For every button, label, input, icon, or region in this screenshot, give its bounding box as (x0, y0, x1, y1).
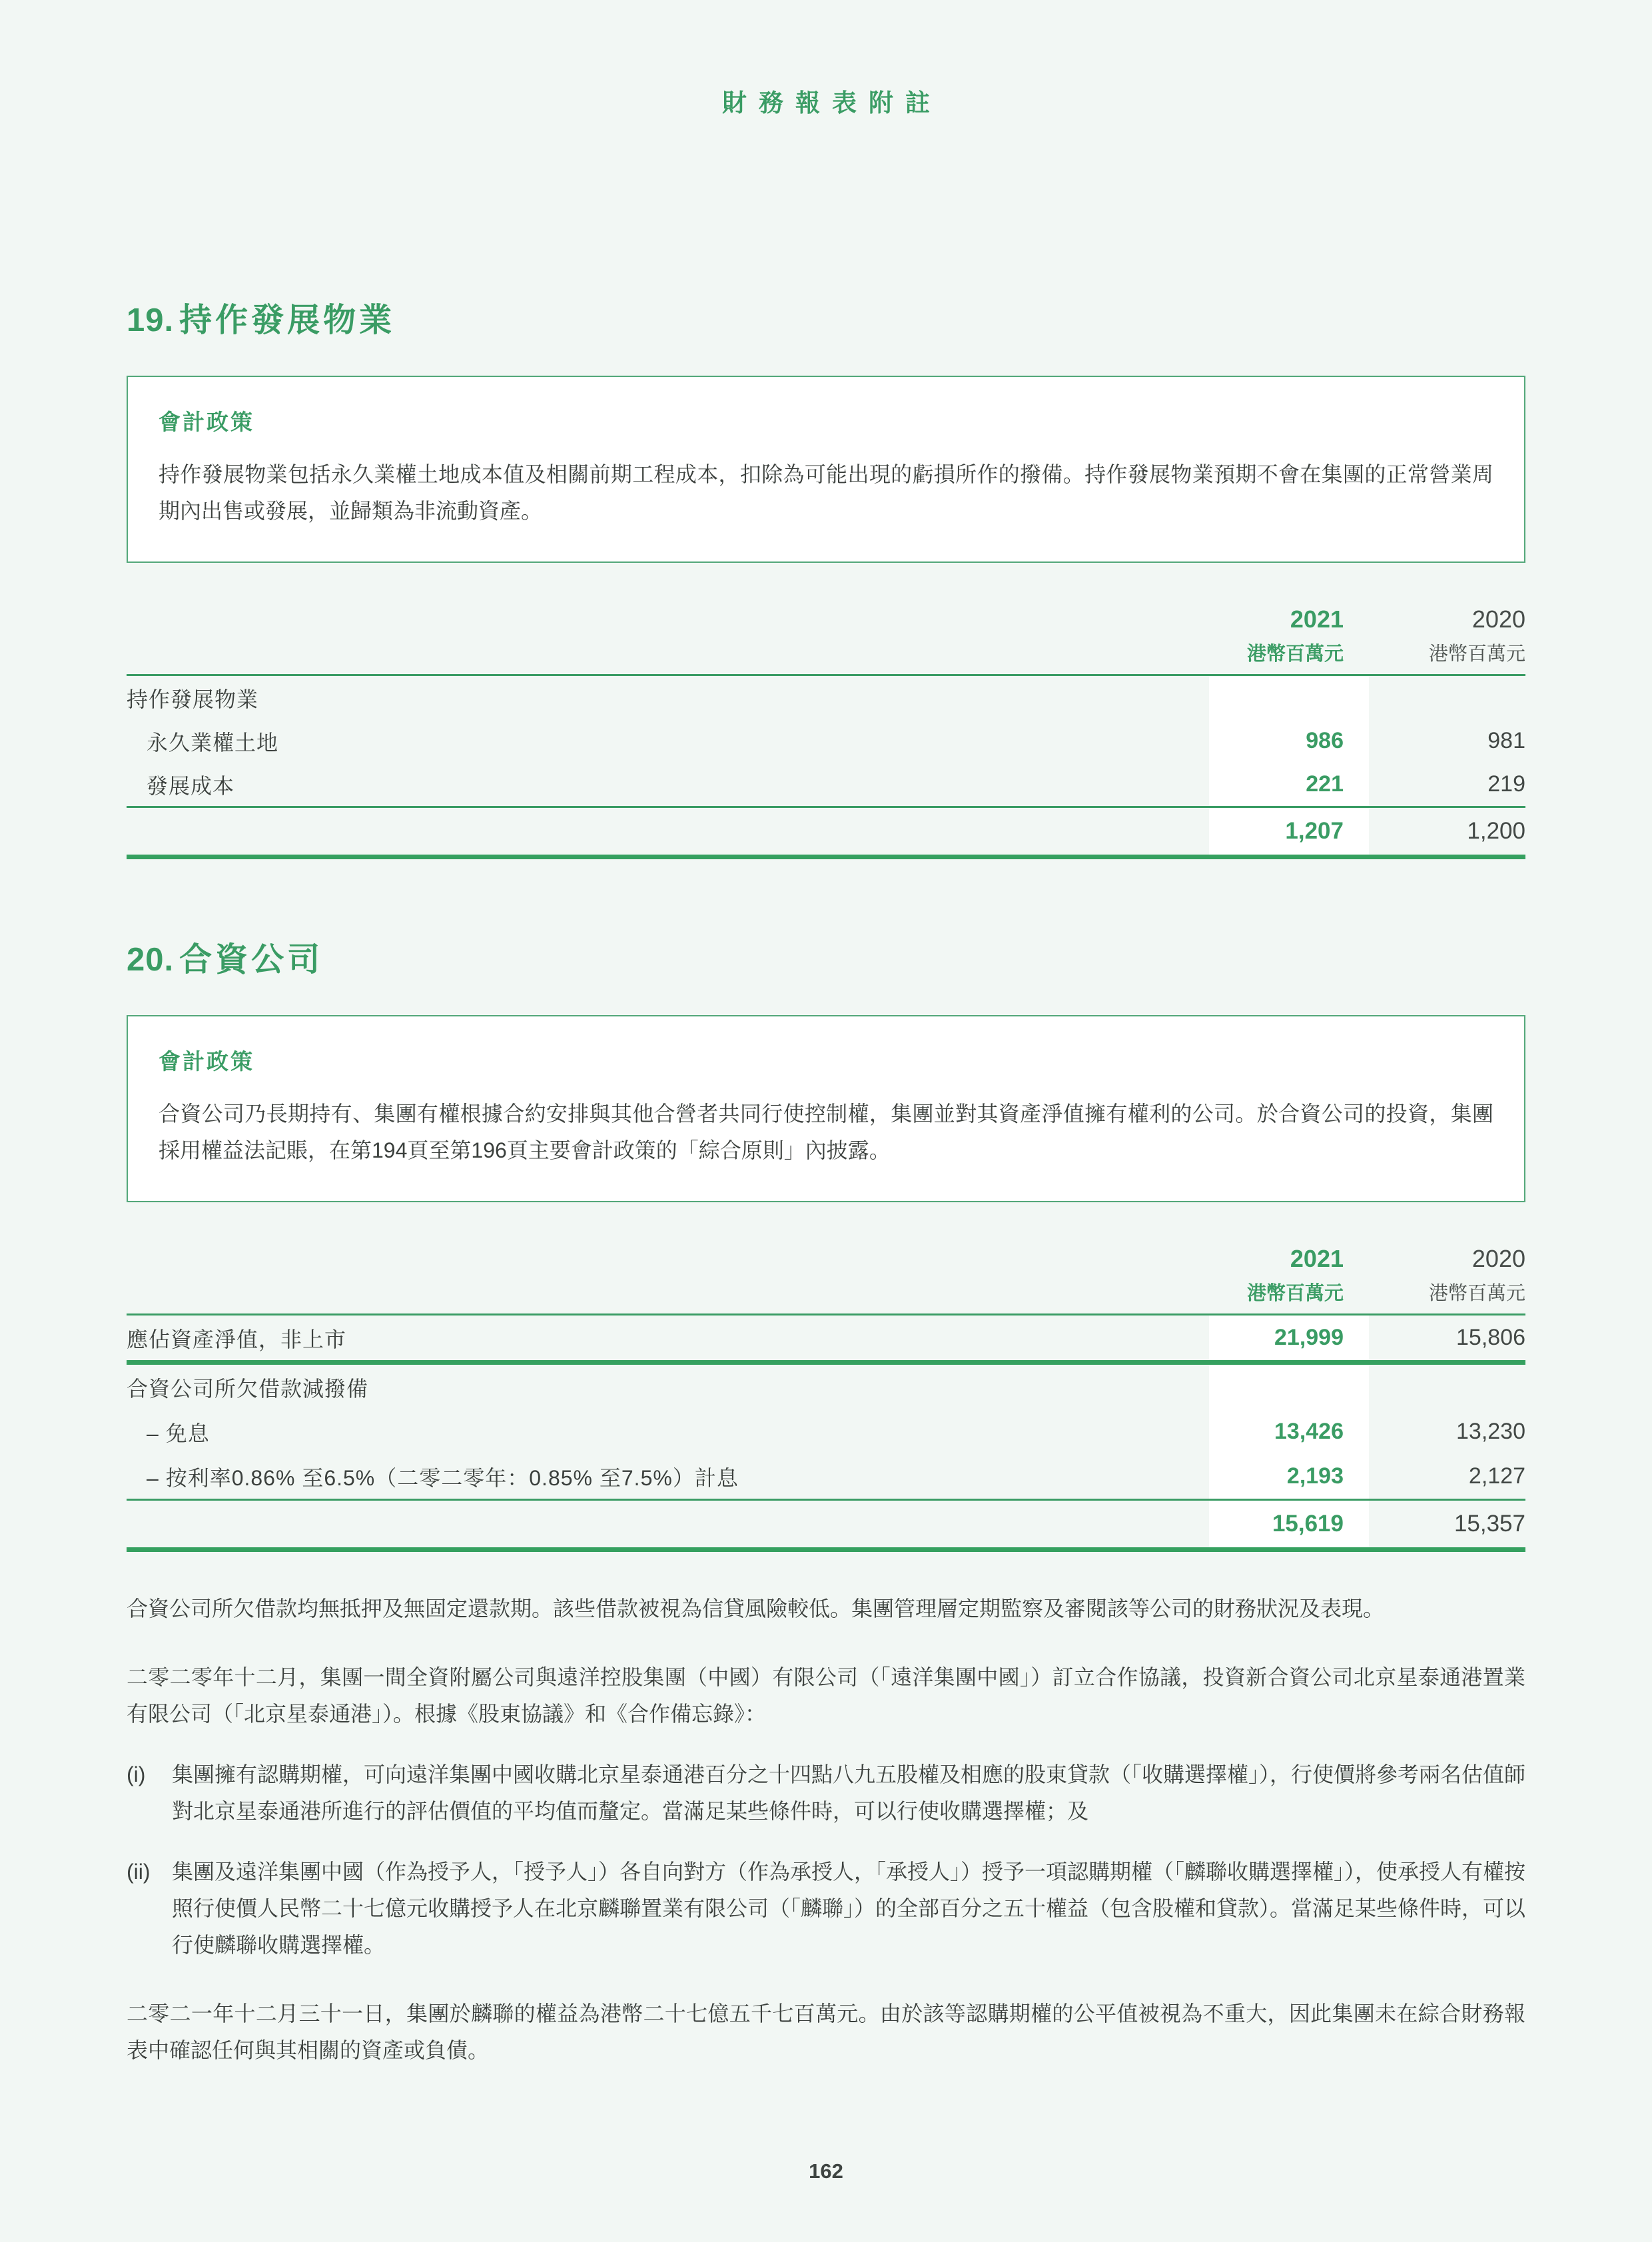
properties-table (127, 605, 1525, 859)
column-header-2020 (1369, 1245, 1525, 1306)
row-label (127, 1409, 1209, 1454)
table-rule-thick (127, 1547, 1525, 1552)
row-value-2021: 221 (1209, 763, 1369, 806)
total-label (127, 808, 1209, 855)
row-value-2021: 2,193 (1209, 1454, 1369, 1499)
year-2020-label: 2020 (1471, 1245, 1525, 1272)
list-item-marker: (ii) (127, 1860, 151, 1884)
accounting-policy-box-19 (127, 376, 1525, 563)
row-value-2020: 2,127 (1468, 1463, 1525, 1489)
table-row (127, 1315, 1525, 1360)
year-2020-label: 2020 (1471, 605, 1525, 633)
list-item-i (127, 1756, 1525, 1830)
row-value-2020 (1369, 676, 1525, 719)
list-item-text: 集團擁有認購期權，可向遠洋集團中國收購北京星泰通港百分之十四點八九五股權及相應的股東貸款（「收購選擇權」），行使價將參考兩名估值師對北京星泰通港所進行的評估價值的平均值而釐定。當滿足某些條件時，可以行使收購選擇權；及 (172, 1762, 1526, 1823)
row-label-text: – 免息 (147, 1421, 210, 1445)
section-20-heading: 合資公司 (179, 942, 324, 978)
page-number: 162 (809, 2159, 843, 2183)
row-label-text: 應佔資產淨值，非上市 (127, 1327, 347, 1351)
section-20-number: 20. (127, 942, 175, 978)
total-value-2021: 15,619 (1209, 1501, 1369, 1547)
unit-2021-label: 港幣百萬元 (1246, 643, 1344, 665)
row-label (127, 1365, 1209, 1409)
section-20-title (127, 934, 1525, 980)
row-label-text: 永久業權土地 (147, 730, 279, 755)
row-label-text: 發展成本 (147, 773, 235, 798)
row-value-2020: 219 (1487, 771, 1525, 797)
policy-body-20: 合資公司乃長期持有、集團有權根據合約安排與其他合營者共同行使控制權，集團並對其資產淨值擁有權利的公司。於合資公司的投資，集團採用權益法記賬，在第194頁至第196頁主要會計政策的「綜合原則」內披露。 (159, 1102, 1493, 1162)
policy-heading-20: 會計政策 (159, 1049, 254, 1074)
page-content (0, 294, 1652, 2069)
joint-ventures-table (127, 1245, 1525, 1552)
table-header-20 (127, 1245, 1525, 1315)
table-header-19 (127, 605, 1525, 676)
row-value-2021: 986 (1209, 719, 1369, 763)
row-label (127, 676, 1209, 719)
paragraph-agreement: 二零二零年十二月，集團一間全資附屬公司與遠洋控股集團（中國）有限公司（「遠洋集團中國」）訂立合作協議，投資新合資公司北京星泰通港置業有限公司（「北京星泰通港」）。根據《股東協議》和《合作備忘錄》： (127, 1665, 1525, 1726)
row-value-2020 (1369, 1365, 1525, 1409)
table-rule-thick (127, 855, 1525, 859)
section-19-number: 19. (127, 302, 175, 338)
section-19-heading: 持作發展物業 (179, 302, 396, 338)
document-header (0, 0, 1652, 119)
list-item-ii (127, 1854, 1525, 1964)
row-label (127, 763, 1209, 806)
table-row (127, 1409, 1525, 1454)
list-item-text: 集團及遠洋集團中國（作為授予人，「授予人」）各自向對方（作為承授人，「承授人」）授予一項認購期權（「麟聯收購選擇權」），使承授人有權按照行使價人民幣二十七億元收購授予人在北京麟聯置業有限公司（「麟聯」）的全部百分之五十權益（包含股權和貸款）。當滿足某些條件時，可以行使麟聯收購選擇權。 (172, 1860, 1526, 1957)
table-row (127, 1454, 1525, 1499)
row-value-2020: 981 (1487, 728, 1525, 753)
section-19-title (127, 294, 1525, 341)
row-value-2020: 13,230 (1456, 1419, 1525, 1444)
row-value-2021: 13,426 (1209, 1409, 1369, 1454)
table-row (127, 676, 1525, 719)
row-value-2021: 21,999 (1209, 1315, 1369, 1360)
row-label-text: – 按利率0.86% 至6.5%（二零二零年：0.85% 至7.5%）計息 (147, 1465, 739, 1490)
policy-body-19: 持作發展物業包括永久業權土地成本值及相關前期工程成本，扣除為可能出現的虧損所作的撥備。持作發展物業預期不會在集團的正常營業周期內出售或發展，並歸類為非流動資產。 (159, 462, 1493, 523)
policy-heading-19: 會計政策 (159, 410, 254, 434)
row-value-2020: 15,806 (1456, 1325, 1525, 1350)
year-2021-label: 2021 (1290, 605, 1344, 633)
row-value-2021 (1209, 1365, 1369, 1409)
section-19 (127, 294, 1525, 859)
table-rule-thick (127, 1360, 1525, 1365)
row-value-2021 (1209, 676, 1369, 719)
table-row (127, 763, 1525, 806)
column-header-2021 (1209, 605, 1369, 666)
row-label (127, 1315, 1209, 1360)
total-label (127, 1501, 1209, 1547)
row-label (127, 719, 1209, 763)
table-row (127, 1365, 1525, 1409)
total-value-2021: 1,207 (1209, 808, 1369, 855)
accounting-policy-box-20 (127, 1015, 1525, 1202)
unit-2021-label: 港幣百萬元 (1246, 1283, 1344, 1304)
table-total-row (127, 808, 1525, 855)
paragraph-credit-risk: 合資公司所欠借款均無抵押及無固定還款期。該些借款被視為信貸風險較低。集團管理層定期監察及審閱該等公司的財務狀況及表現。 (127, 1597, 1385, 1621)
unit-2020-label: 港幣百萬元 (1428, 643, 1525, 665)
section-20 (127, 934, 1525, 2069)
year-2021-label: 2021 (1290, 1245, 1344, 1272)
row-label (127, 1454, 1209, 1499)
row-label-text: 合資公司所欠借款減撥備 (127, 1376, 369, 1401)
table-total-row (127, 1501, 1525, 1547)
list-item-marker: (i) (127, 1762, 146, 1786)
column-header-2020 (1369, 605, 1525, 666)
table-row (127, 719, 1525, 763)
paragraph-closing: 二零二一年十二月三十一日，集團於麟聯的權益為港幣二十七億五千七百萬元。由於該等認購期權的公平值被視為不重大，因此集團未在綜合財務報表中確認任何與其相關的資產或負債。 (127, 2002, 1525, 2062)
unit-2020-label: 港幣百萬元 (1428, 1283, 1525, 1304)
total-value-2020: 15,357 (1453, 1511, 1525, 1537)
column-header-2021 (1209, 1245, 1369, 1306)
page-title: 財務報表附註 (722, 89, 942, 117)
total-value-2020: 1,200 (1467, 818, 1525, 844)
row-label-text: 持作發展物業 (127, 687, 259, 711)
